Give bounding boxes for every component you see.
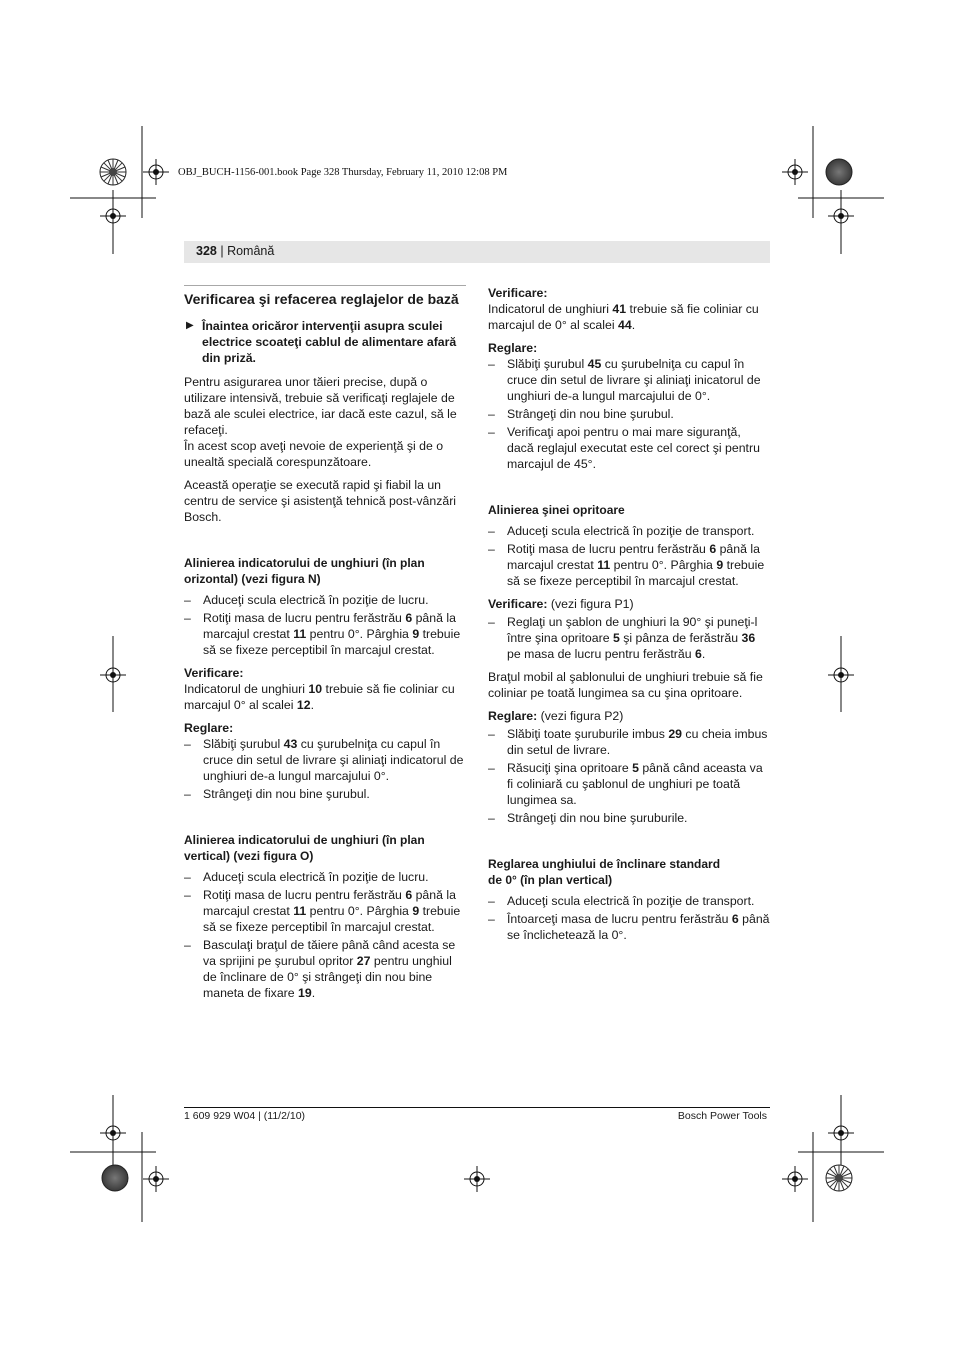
step-list	[184, 736, 466, 802]
registration-mark-icon	[828, 1120, 854, 1146]
list-item: – Rotiţi masa de lucru pentru ferăstrău 6 până la marcajul crestat 11 pentru 0°. Pârghia 9 trebuie să se fixeze perceptibil în marcajul crestat.	[184, 888, 461, 934]
adjust-line: Reglare: (vezi figura P2)	[488, 709, 624, 723]
list-item: – Aduceţi scula electrică în poziţie de lucru.	[184, 870, 429, 884]
list-item: – Rotiţi masa de lucru pentru ferăstrău 6 până la marcajul crestat 11 pentru 0°. Pârghia 9 trebuie să se fixeze perceptibil în marcajul crestat.	[488, 542, 765, 588]
check-text: Indicatorul de unghiuri 10 trebuie să fie coliniar cu marcajul 0° al scalei 12.	[184, 682, 455, 712]
safety-warning	[184, 318, 466, 366]
registration-mark-icon	[100, 1120, 126, 1146]
section-title: Verificarea şi refacerea reglajelor de bază	[184, 291, 459, 307]
registration-mark-icon	[100, 203, 126, 229]
step-list	[488, 614, 770, 662]
book-info-line: OBJ_BUCH-1156-001.book Page 328 Thursday, February 11, 2010 12:08 PM	[178, 167, 508, 178]
adjust-label: Reglare:	[184, 721, 234, 735]
list-item: – Slăbiţi şurubul 43 cu şurubelniţa cu capul în cruce din setul de livrare şi aliniaţi indicatorul de unghiuri de-a lungul marcajului 0°.	[184, 737, 464, 783]
right-column	[488, 285, 770, 950]
registration-mark-icon	[143, 159, 169, 185]
subsection-heading: Alinierea şinei opritoare	[488, 503, 625, 517]
registration-mark-icon	[100, 662, 126, 688]
header-text	[196, 244, 274, 258]
step-list	[488, 523, 770, 589]
left-column	[184, 285, 466, 1008]
section-rule	[184, 285, 466, 286]
check-label: Verificare:	[184, 666, 244, 680]
header-separator: |	[216, 244, 228, 258]
list-item: – Aduceţi scula electrică în poziţie de transport.	[488, 524, 755, 538]
subsection-heading: Reglarea unghiului de înclinare standard de 0° (în plan vertical)	[488, 857, 721, 887]
adjust-label: Reglare:	[488, 341, 538, 355]
step-list	[488, 356, 770, 472]
list-item: – Slăbiţi şurubul 45 cu şurubelniţa cu capul în cruce din setul de livrare şi aliniaţi inicatorul de unghiuri de-a lungul marcajului de 0°.	[488, 357, 761, 403]
footer-rule	[184, 1107, 770, 1108]
list-item: – Strângeţi din nou bine şurubul.	[184, 787, 370, 801]
footer-brand: Bosch Power Tools	[677, 1110, 767, 1122]
list-item: – Strângeţi din nou bine şurubul.	[488, 407, 674, 421]
list-item: – Strângeţi din nou bine şuruburile.	[488, 811, 688, 825]
list-item: – Aduceţi scula electrică în poziţie de lucru.	[184, 593, 429, 607]
gray-disc-icon	[102, 1165, 128, 1191]
gray-disc-icon	[826, 159, 852, 185]
list-item: – Întoarceţi masa de lucru pentru ferăstrău 6 până se înclichetează la 0°.	[488, 912, 770, 942]
step-list	[184, 869, 466, 1001]
registration-mark-icon	[828, 203, 854, 229]
list-item: – Basculaţi braţul de tăiere până când acesta se va sprijini pe şurubul opritor 27 pentru unghiul de înclinare de 0° şi strângeţi din nou bine maneta de fixare 19.	[184, 938, 456, 1000]
registration-mark-icon	[782, 159, 808, 185]
body-paragraph: Braţul mobil al şablonului de unghiuri trebuie să fie coliniar pe toată lungimea sa cu şina opritoare.	[488, 670, 763, 700]
header-language: Română	[227, 244, 275, 258]
registration-mark-icon	[143, 1166, 169, 1192]
bullet-arrow-icon: ▶	[186, 320, 194, 331]
list-item: – Rotiţi masa de lucru pentru ferăstrău 6 până la marcajul crestat 11 pentru 0°. Pârghia 9 trebuie să se fixeze perceptibil în marcajul crestat.	[184, 611, 461, 657]
list-item: – Răsuciţi şina opritoare 5 până când aceasta va fi coliniară cu şablonul de unghiuri pe toată lungimea sa.	[488, 761, 763, 807]
registration-mark-icon	[782, 1166, 808, 1192]
intro-paragraph: Această operaţie se execută rapid şi fiabil la un centru de service şi asistenţă tehnică post-vânzări Bosch.	[184, 478, 457, 524]
list-item: – Verificaţi apoi pentru o mai mare siguranţă, dacă reglajul executat este cel corect şi pentru marcajul de 45°.	[488, 425, 760, 471]
list-item: – Slăbiţi toate şuruburile imbus 29 cu cheia imbus din setul de livrare.	[488, 727, 768, 757]
subsection-heading: Alinierea indicatorului de unghiuri (în plan vertical) (vezi figura O)	[184, 833, 425, 863]
page-number: 328	[196, 244, 217, 258]
footer-doc-number: 1 609 929 W04 | (11/2/10)	[184, 1110, 306, 1122]
check-text: Indicatorul de unghiuri 41 trebuie să fie coliniar cu marcajul de 0° al scalei 44.	[488, 302, 759, 332]
check-line: Verificare: (vezi figura P1)	[488, 597, 634, 611]
step-list	[488, 893, 770, 943]
page-header	[184, 241, 770, 263]
list-item: – Reglaţi un şablon de unghiuri la 90° şi puneţi-l între şina opritoare 5 şi pânza de ferăstrău 36 pe masa de lucru pentru ferăstrău 6.	[488, 615, 758, 661]
list-item: – Aduceţi scula electrică în poziţie de transport.	[488, 894, 755, 908]
intro-paragraph: Pentru asigurarea unor tăieri precise, după o utilizare intensivă, trebuie să verificaţi reglajele de bază ale sculei electrice, iar dacă este cazul, să le refaceţi. În acest scop aveţi nevoie de experienţă şi de o unealtă specială corespunzătoare.	[184, 375, 457, 469]
step-list	[488, 726, 770, 826]
registration-mark-icon	[828, 662, 854, 688]
subsection-heading: Alinierea indicatorului de unghiuri (în plan orizontal) (vezi figura N)	[184, 556, 425, 586]
color-wheel-icon	[100, 159, 126, 185]
color-wheel-icon	[826, 1165, 852, 1191]
warning-text: Înaintea oricăror intervenţii asupra sculei electrice scoateţi cablul de alimentare afară din priză.	[202, 319, 457, 365]
registration-mark-icon	[464, 1166, 490, 1192]
step-list	[184, 592, 466, 658]
check-label: Verificare:	[488, 286, 548, 300]
